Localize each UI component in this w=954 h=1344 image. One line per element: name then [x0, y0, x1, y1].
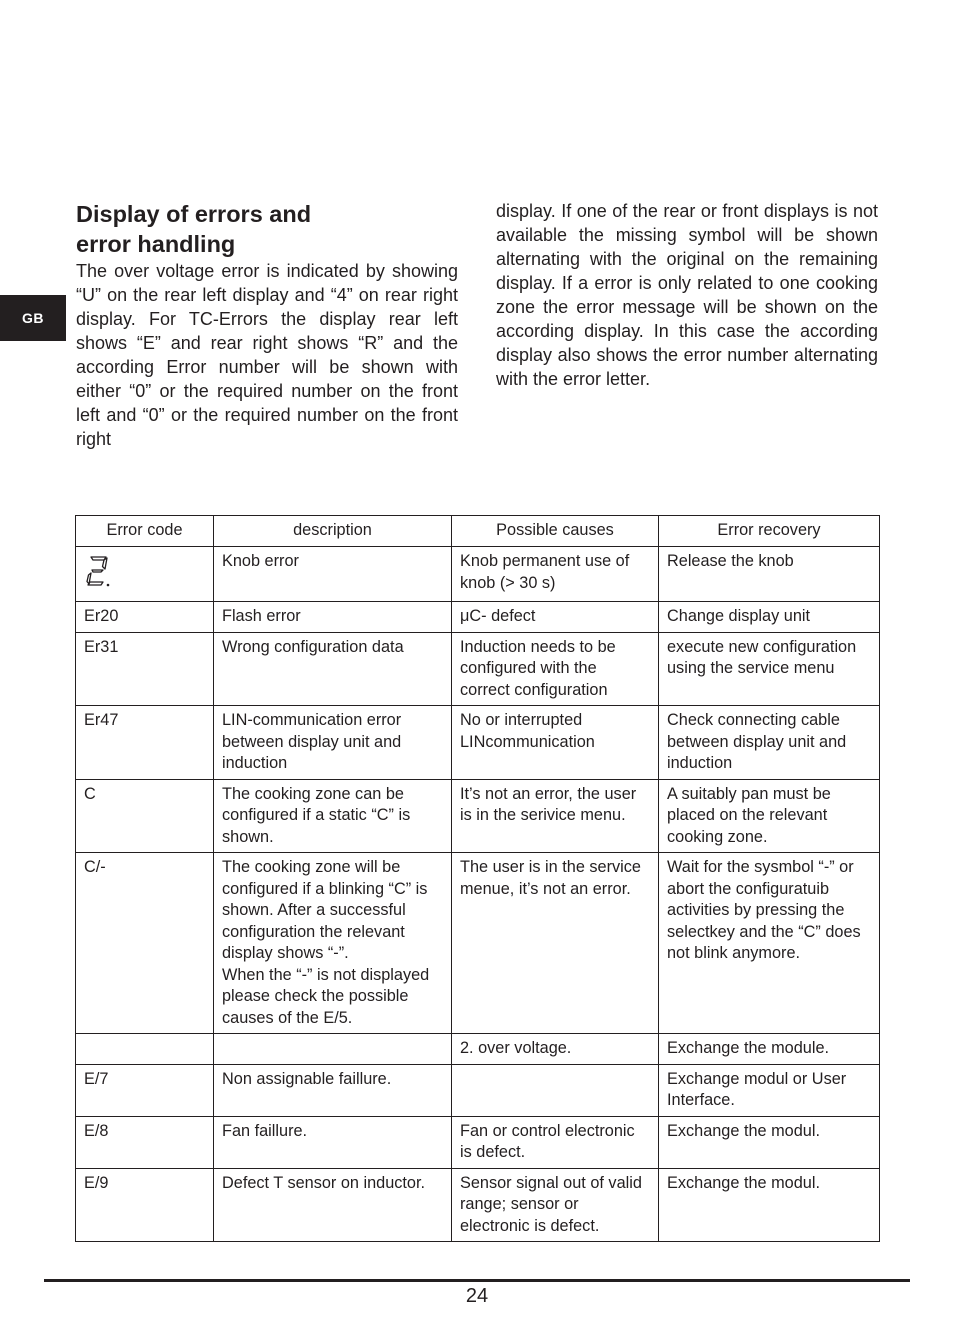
- left-column: [76, 199, 458, 451]
- table-row: [76, 602, 880, 633]
- cell-recovery: Exchange the modul.: [659, 1168, 880, 1242]
- cell-description: Knob error: [214, 547, 452, 602]
- cell-recovery: execute new configuration using the service menu: [659, 632, 880, 706]
- cell-error-code: Er31: [76, 632, 214, 706]
- cell-causes: Sensor signal out of valid range; sensor or electronic is defect.: [452, 1168, 659, 1242]
- seven-segment-knob-error-icon: [84, 553, 112, 589]
- header-error-recovery: Error recovery: [659, 516, 880, 547]
- cell-recovery: A suitably pan must be placed on the relevant cooking zone.: [659, 779, 880, 853]
- table-row: [76, 853, 880, 1034]
- intro-paragraph-right: display. If one of the rear or front displays is not available the missing symbol will be shown alternating with the original on the remaining display. If a error is only related to one cooking zone the error message will be shown on the according display. In this case the according display also shows the error number alternating with the error letter.: [496, 201, 878, 389]
- language-tab-gb: GB: [0, 295, 66, 341]
- table-row: [76, 547, 880, 602]
- description-part-2: When the “-” is not displayed please check the possible causes of the E/5.: [222, 965, 430, 1027]
- cell-recovery: Check connecting cable between display unit and induction: [659, 706, 880, 780]
- cell-description: LIN-communication error between display unit and induction: [214, 706, 452, 780]
- header-description: description: [214, 516, 452, 547]
- cell-causes: No or interrupted LINcommunication: [452, 706, 659, 780]
- cell-description: [214, 1034, 452, 1065]
- table-row: [76, 1034, 880, 1065]
- cell-description: Non assignable faillure.: [214, 1064, 452, 1116]
- heading-line-1: Display of errors and: [76, 201, 312, 227]
- cell-description: Defect T sensor on inductor.: [214, 1168, 452, 1242]
- cell-causes: [452, 1064, 659, 1116]
- cell-error-code: [76, 1034, 214, 1065]
- cell-recovery: Change display unit: [659, 602, 880, 633]
- error-table: [75, 515, 880, 1242]
- cell-error-code: [76, 547, 214, 602]
- cell-causes: Fan or control electronic is defect.: [452, 1116, 659, 1168]
- cell-error-code: E/9: [76, 1168, 214, 1242]
- section-heading: [76, 199, 458, 259]
- cell-causes: The user is in the service menue, it’s not an error.: [452, 853, 659, 1034]
- cell-recovery: Exchange the modul.: [659, 1116, 880, 1168]
- cell-error-code: E/7: [76, 1064, 214, 1116]
- table-row: [76, 1064, 880, 1116]
- cell-error-code: C: [76, 779, 214, 853]
- cell-error-code: C/-: [76, 853, 214, 1034]
- cell-description: Fan faillure.: [214, 1116, 452, 1168]
- error-table-container: [75, 515, 879, 1242]
- table-row: [76, 779, 880, 853]
- table-header-row: [76, 516, 880, 547]
- cell-recovery: Release the knob: [659, 547, 880, 602]
- cell-error-code: Er47: [76, 706, 214, 780]
- table-row: [76, 1116, 880, 1168]
- cell-causes: Induction needs to be configured with the correct configuration: [452, 632, 659, 706]
- cell-description: [214, 853, 452, 1034]
- cell-causes: Knob permanent use of knob (> 30 s): [452, 547, 659, 602]
- table-row: [76, 706, 880, 780]
- cell-recovery: Wait for the sysmbol “-” or abort the configuratuib activities by pressing the selectkey and the “C” does not blink anymore.: [659, 853, 880, 1034]
- cell-causes: μC- defect: [452, 602, 659, 633]
- header-possible-causes: Possible causes: [452, 516, 659, 547]
- right-column: [496, 199, 878, 391]
- footer-rule: [44, 1279, 910, 1282]
- cell-recovery: Exchange the module.: [659, 1034, 880, 1065]
- description-part-1: The cooking zone will be configured if a blinking “C” is shown. After a successful configuration the relevant display shows “-”.: [222, 858, 428, 962]
- cell-description: Wrong configuration data: [214, 632, 452, 706]
- header-error-code: Error code: [76, 516, 214, 547]
- cell-causes: 2. over voltage.: [452, 1034, 659, 1065]
- page-number: 24: [465, 1285, 489, 1307]
- heading-line-2: error handling: [76, 231, 236, 257]
- table-row: [76, 1168, 880, 1242]
- cell-causes: It’s not an error, the user is in the serivice menu.: [452, 779, 659, 853]
- cell-error-code: Er20: [76, 602, 214, 633]
- table-row: [76, 632, 880, 706]
- cell-description: The cooking zone can be configured if a static “C” is shown.: [214, 779, 452, 853]
- intro-paragraph-left: The over voltage error is indicated by showing “U” on the rear left display and “4” on rear right display. For TC-Errors the display rear left shows “E” and rear right shows “R” and the according Error number will be shown with either “0” or the required number on the front left and “0” or the required number on the front right: [76, 261, 458, 449]
- cell-recovery: Exchange modul or User Interface.: [659, 1064, 880, 1116]
- cell-description: Flash error: [214, 602, 452, 633]
- cell-error-code: E/8: [76, 1116, 214, 1168]
